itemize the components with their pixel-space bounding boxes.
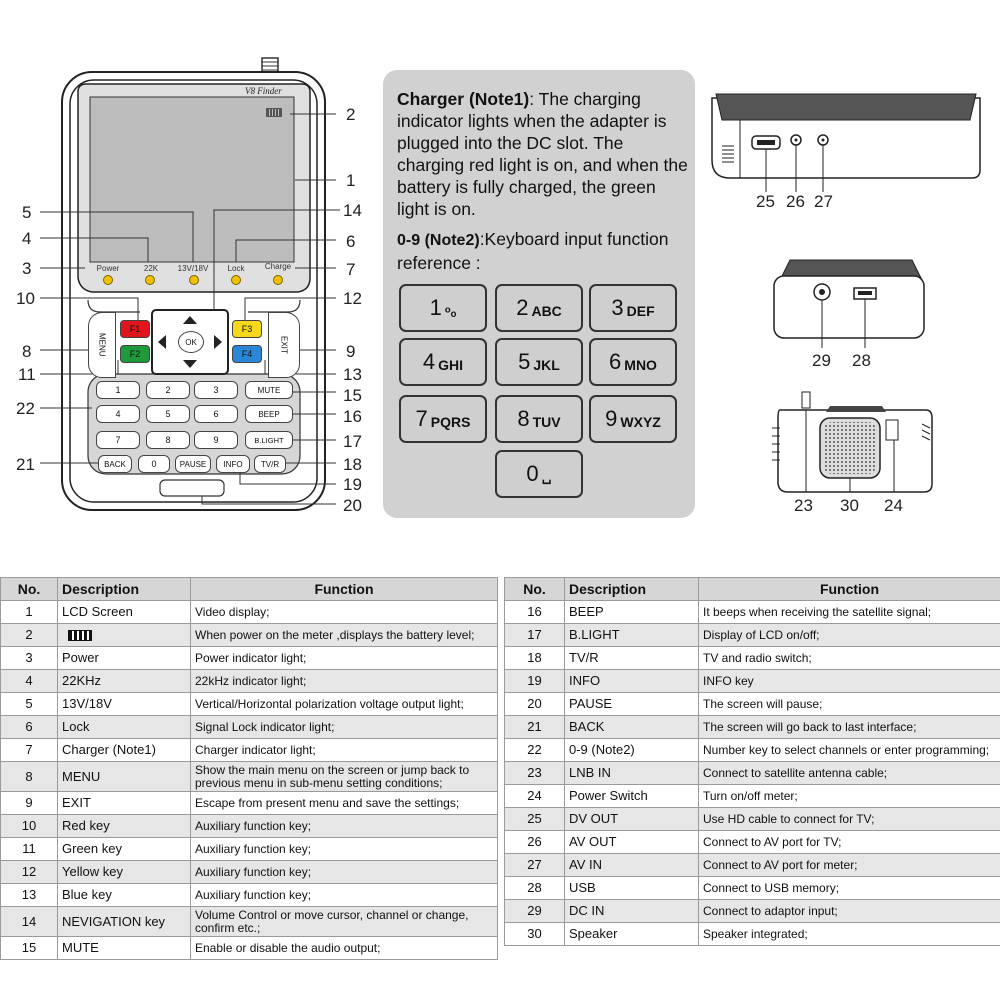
cell-no: 12 bbox=[1, 861, 58, 884]
cell-no: 29 bbox=[505, 900, 565, 923]
cell-description: Yellow key bbox=[58, 861, 191, 884]
callout-4: 4 bbox=[22, 229, 32, 248]
key-9[interactable]: 9 bbox=[194, 431, 238, 449]
callout-18: 18 bbox=[343, 455, 362, 474]
cell-function: Volume Control or move cursor, channel or change, confirm etc.; bbox=[191, 907, 498, 937]
table-row bbox=[505, 601, 1000, 624]
cell-function: Show the main menu on the screen or jump back to previous menu in sub-menu setting conditions; bbox=[191, 762, 498, 792]
cell-description: Power Switch bbox=[565, 785, 699, 808]
cell-description: NEVIGATION key bbox=[58, 907, 191, 937]
table-row bbox=[505, 762, 1000, 785]
callout-6: 6 bbox=[346, 232, 356, 251]
cell-no: 28 bbox=[505, 877, 565, 900]
table-row bbox=[505, 877, 1000, 900]
led-13v18v bbox=[189, 275, 199, 285]
callout-8: 8 bbox=[22, 342, 32, 361]
cell-description: Speaker bbox=[565, 923, 699, 946]
cell-function: Escape from present menu and save the settings; bbox=[191, 792, 498, 815]
cell-no: 19 bbox=[505, 670, 565, 693]
cell-no: 4 bbox=[1, 670, 58, 693]
keypad-key-1: 1 ᵒₒ bbox=[399, 284, 487, 332]
side-views-diagram bbox=[700, 80, 1000, 520]
cell-description: MENU bbox=[58, 762, 191, 792]
end-side-view bbox=[774, 260, 924, 348]
spec-table-right bbox=[504, 577, 1000, 946]
table-row bbox=[505, 900, 1000, 923]
cell-description: INFO bbox=[565, 670, 699, 693]
keypad-key-5: 5 JKL bbox=[495, 338, 583, 386]
cell-function: Number key to select channels or enter programming; bbox=[699, 739, 1000, 762]
keypad-note: 0-9 (Note2):Keyboard input function reference : bbox=[397, 229, 669, 273]
key-2[interactable]: 2 bbox=[146, 381, 190, 399]
cell-no: 3 bbox=[1, 647, 58, 670]
cell-description: USB bbox=[565, 877, 699, 900]
cell-function: Signal Lock indicator light; bbox=[191, 716, 498, 739]
table-row bbox=[1, 739, 498, 762]
callout-25: 25 bbox=[756, 192, 775, 211]
cell-no: 27 bbox=[505, 854, 565, 877]
callout-3: 3 bbox=[22, 259, 32, 278]
cell-no: 17 bbox=[505, 624, 565, 647]
cell-description: 0-9 (Note2) bbox=[565, 739, 699, 762]
callout-26: 26 bbox=[786, 192, 805, 211]
table-row bbox=[1, 647, 498, 670]
cell-function: Connect to adaptor input; bbox=[699, 900, 1000, 923]
back-key[interactable]: BACK bbox=[98, 455, 132, 473]
header-description: Description bbox=[58, 578, 191, 601]
keypad-key-7: 7 PQRS bbox=[399, 395, 487, 443]
callout-2: 2 bbox=[346, 105, 356, 124]
header-no: No. bbox=[505, 578, 565, 601]
cell-function: Power indicator light; bbox=[191, 647, 498, 670]
ok-key[interactable]: OK bbox=[178, 331, 204, 353]
cell-function: Connect to satellite antenna cable; bbox=[699, 762, 1000, 785]
cell-description: DV OUT bbox=[565, 808, 699, 831]
green-key[interactable]: F2 bbox=[120, 345, 150, 363]
cell-function: Use HD cable to connect for TV; bbox=[699, 808, 1000, 831]
cell-function: Connect to USB memory; bbox=[699, 877, 1000, 900]
red-key[interactable]: F1 bbox=[120, 320, 150, 338]
cell-no: 7 bbox=[1, 739, 58, 762]
callout-19: 19 bbox=[343, 475, 362, 494]
cell-description: PAUSE bbox=[565, 693, 699, 716]
cell-function: Auxiliary function key; bbox=[191, 838, 498, 861]
led-power bbox=[103, 275, 113, 285]
screen-label-22k: 22K bbox=[143, 264, 159, 273]
table-row bbox=[1, 624, 498, 647]
beep-key[interactable]: BEEP bbox=[245, 405, 293, 423]
key-1[interactable]: 1 bbox=[96, 381, 140, 399]
cell-description: 22KHz bbox=[58, 670, 191, 693]
cell-function: TV and radio switch; bbox=[699, 647, 1000, 670]
cell-description: DC IN bbox=[565, 900, 699, 923]
keypad-key-4: 4 GHI bbox=[399, 338, 487, 386]
callout-30: 30 bbox=[840, 496, 859, 515]
table-row bbox=[1, 762, 498, 792]
cell-description: EXIT bbox=[58, 792, 191, 815]
cell-no: 10 bbox=[1, 815, 58, 838]
key-0[interactable]: 0 bbox=[138, 455, 170, 473]
cell-no: 8 bbox=[1, 762, 58, 792]
callout-23: 23 bbox=[794, 496, 813, 515]
cell-function: When power on the meter ,displays the battery level; bbox=[191, 624, 498, 647]
cell-function: 22kHz indicator light; bbox=[191, 670, 498, 693]
keypad-key-2: 2 ABC bbox=[495, 284, 583, 332]
battery-icon bbox=[68, 630, 92, 641]
screen-battery-icon bbox=[266, 108, 282, 117]
cell-no: 2 bbox=[1, 624, 58, 647]
led-22k bbox=[145, 275, 155, 285]
cell-no: 24 bbox=[505, 785, 565, 808]
callout-22: 22 bbox=[16, 399, 35, 418]
callout-7: 7 bbox=[346, 260, 356, 279]
back-side-view bbox=[772, 392, 932, 492]
callout-11: 11 bbox=[18, 365, 36, 384]
yellow-key[interactable]: F3 bbox=[232, 320, 262, 338]
screen-label-power: Power bbox=[96, 264, 120, 273]
cell-function: Connect to AV port for TV; bbox=[699, 831, 1000, 854]
cell-function: The screen will go back to last interface; bbox=[699, 716, 1000, 739]
table-row bbox=[1, 670, 498, 693]
key-3[interactable]: 3 bbox=[194, 381, 238, 399]
cell-description: Power bbox=[58, 647, 191, 670]
key-8[interactable]: 8 bbox=[146, 431, 190, 449]
table-row bbox=[505, 923, 1000, 946]
key-5[interactable]: 5 bbox=[146, 405, 190, 423]
cell-function: INFO key bbox=[699, 670, 1000, 693]
header-function: Function bbox=[191, 578, 498, 601]
cell-no: 18 bbox=[505, 647, 565, 670]
cell-no: 15 bbox=[1, 937, 58, 960]
cell-description: TV/R bbox=[565, 647, 699, 670]
cell-description: BEEP bbox=[565, 601, 699, 624]
table-row bbox=[1, 907, 498, 937]
table-row bbox=[505, 670, 1000, 693]
callout-29: 29 bbox=[812, 351, 831, 370]
screen-label-charge: Charge bbox=[264, 262, 292, 271]
cell-no: 23 bbox=[505, 762, 565, 785]
table-row bbox=[1, 838, 498, 861]
cell-no: 16 bbox=[505, 601, 565, 624]
callout-12: 12 bbox=[343, 289, 362, 308]
cell-no: 11 bbox=[1, 838, 58, 861]
table-row bbox=[505, 854, 1000, 877]
callout-28: 28 bbox=[852, 351, 871, 370]
exit-key[interactable]: EXIT bbox=[268, 312, 300, 378]
cell-description: 13V/18V bbox=[58, 693, 191, 716]
keypad-key-3: 3 DEF bbox=[589, 284, 677, 332]
callout-24: 24 bbox=[884, 496, 903, 515]
cell-description: BACK bbox=[565, 716, 699, 739]
cell-description: AV IN bbox=[565, 854, 699, 877]
callout-21: 21 bbox=[16, 455, 35, 474]
callout-10: 10 bbox=[16, 289, 35, 308]
led-charge bbox=[273, 275, 283, 285]
table-row bbox=[1, 792, 498, 815]
table-row bbox=[1, 861, 498, 884]
cell-function: Auxiliary function key; bbox=[191, 815, 498, 838]
blight-key[interactable]: B.LIGHT bbox=[245, 431, 293, 449]
callout-17: 17 bbox=[343, 432, 362, 451]
cell-no: 1 bbox=[1, 601, 58, 624]
table-row bbox=[1, 815, 498, 838]
blue-key[interactable]: F4 bbox=[232, 345, 262, 363]
keypad-key-9: 9 WXYZ bbox=[589, 395, 677, 443]
cell-no: 5 bbox=[1, 693, 58, 716]
callout-5: 5 bbox=[22, 203, 32, 222]
cell-function: Vertical/Horizontal polarization voltage output light; bbox=[191, 693, 498, 716]
cell-no: 9 bbox=[1, 792, 58, 815]
cell-function: Auxiliary function key; bbox=[191, 884, 498, 907]
cell-description bbox=[58, 624, 191, 647]
cell-function: Turn on/off meter; bbox=[699, 785, 1000, 808]
cell-function: Speaker integrated; bbox=[699, 923, 1000, 946]
cell-description: Red key bbox=[58, 815, 191, 838]
charger-note: Charger (Note1): The charging indicator lights when the adapter is plugged into the DC slot. The charging red light is on, and when the battery is fully charged, the green light is on. bbox=[397, 89, 688, 219]
header-description: Description bbox=[565, 578, 699, 601]
cell-no: 14 bbox=[1, 907, 58, 937]
device-front-diagram bbox=[0, 0, 375, 520]
table-row bbox=[1, 937, 498, 960]
table-row bbox=[505, 624, 1000, 647]
key-7[interactable]: 7 bbox=[96, 431, 140, 449]
cell-function: Display of LCD on/off; bbox=[699, 624, 1000, 647]
cell-no: 13 bbox=[1, 884, 58, 907]
table-row bbox=[505, 808, 1000, 831]
cell-function: The screen will pause; bbox=[699, 693, 1000, 716]
tvr-key[interactable]: TV/R bbox=[254, 455, 286, 473]
callout-9: 9 bbox=[346, 342, 356, 361]
cell-no: 26 bbox=[505, 831, 565, 854]
cell-no: 22 bbox=[505, 739, 565, 762]
table-row bbox=[505, 693, 1000, 716]
cell-no: 6 bbox=[1, 716, 58, 739]
cell-function: Charger indicator light; bbox=[191, 739, 498, 762]
callout-16: 16 bbox=[343, 407, 362, 426]
cell-description: Lock bbox=[58, 716, 191, 739]
cell-description: B.LIGHT bbox=[565, 624, 699, 647]
screen-label-13v18v: 13V/18V bbox=[177, 264, 209, 273]
spec-table-left bbox=[0, 577, 498, 960]
table-row bbox=[1, 601, 498, 624]
callout-1: 1 bbox=[346, 171, 356, 190]
mute-key[interactable]: MUTE bbox=[245, 381, 293, 399]
callout-15: 15 bbox=[343, 386, 362, 405]
cell-function: Auxiliary function key; bbox=[191, 861, 498, 884]
note-panel bbox=[383, 70, 695, 518]
pause-key[interactable]: PAUSE bbox=[175, 455, 211, 473]
cell-description: AV OUT bbox=[565, 831, 699, 854]
keypad-key-8: 8 TUV bbox=[495, 395, 583, 443]
key-4[interactable]: 4 bbox=[96, 405, 140, 423]
keypad-key-6: 6 MNO bbox=[589, 338, 677, 386]
callout-14: 14 bbox=[343, 201, 362, 220]
cell-description: LNB IN bbox=[565, 762, 699, 785]
table-row bbox=[505, 739, 1000, 762]
table-row bbox=[505, 831, 1000, 854]
cell-no: 21 bbox=[505, 716, 565, 739]
cell-description: MUTE bbox=[58, 937, 191, 960]
header-function: Function bbox=[699, 578, 1000, 601]
table-row bbox=[505, 785, 1000, 808]
keypad-key-0: 0 ␣ bbox=[495, 450, 583, 498]
cell-function: Video display; bbox=[191, 601, 498, 624]
table-row bbox=[505, 716, 1000, 739]
callout-20: 20 bbox=[343, 496, 362, 515]
callout-13: 13 bbox=[343, 365, 362, 384]
info-key[interactable]: INFO bbox=[216, 455, 250, 473]
cell-description: Green key bbox=[58, 838, 191, 861]
cell-no: 25 bbox=[505, 808, 565, 831]
screen-label-lock: Lock bbox=[227, 264, 245, 273]
callout-27: 27 bbox=[814, 192, 833, 211]
table-row bbox=[1, 884, 498, 907]
cell-function: It beeps when receiving the satellite signal; bbox=[699, 601, 1000, 624]
cell-function: Connect to AV port for meter; bbox=[699, 854, 1000, 877]
table-row bbox=[505, 647, 1000, 670]
table-row bbox=[1, 693, 498, 716]
led-lock bbox=[231, 275, 241, 285]
menu-key[interactable]: MENU bbox=[88, 312, 116, 378]
cell-description: Blue key bbox=[58, 884, 191, 907]
key-6[interactable]: 6 bbox=[194, 405, 238, 423]
cell-description: LCD Screen bbox=[58, 601, 191, 624]
header-no: No. bbox=[1, 578, 58, 601]
cell-function: Enable or disable the audio output; bbox=[191, 937, 498, 960]
screen-brand: V8 Finder bbox=[245, 86, 282, 96]
top-side-view bbox=[712, 94, 980, 192]
cell-description: Charger (Note1) bbox=[58, 739, 191, 762]
cell-no: 30 bbox=[505, 923, 565, 946]
table-row bbox=[1, 716, 498, 739]
cell-no: 20 bbox=[505, 693, 565, 716]
